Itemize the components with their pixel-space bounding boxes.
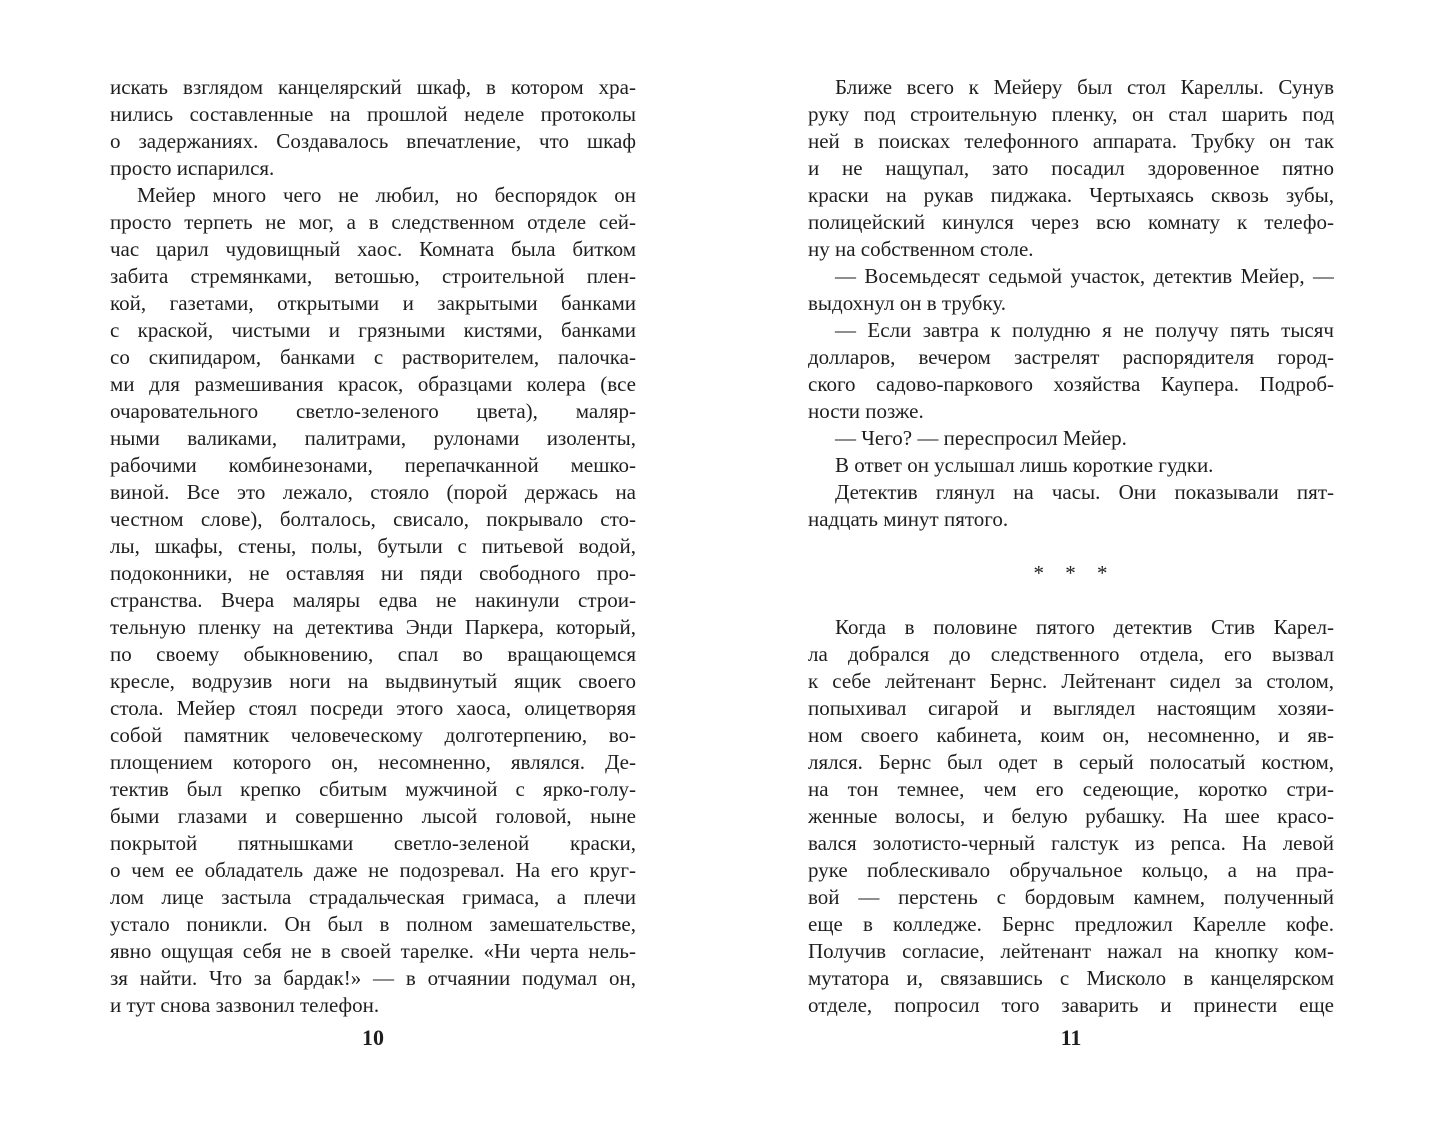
text-line: странства. Вчера маляры едва не накинули строи- <box>110 588 636 612</box>
paragraph <box>808 425 1334 452</box>
text-line: отделе, попросил того заварить и принести еще <box>808 993 1334 1017</box>
text-line: женные волосы, и белую рубашку. На шее красо- <box>808 804 1334 828</box>
text-line: покрытой пятнышками светло-зеленой краски, <box>110 831 636 855</box>
text-line: еще в колледже. Бернс предложил Карелле кофе. <box>808 912 1334 936</box>
text-line: ну на собственном столе. <box>808 237 1034 261</box>
page-right-number: 11 <box>1060 1025 1082 1050</box>
text-line: с краской, чистыми и грязными кистями, банками <box>110 318 636 342</box>
text-line: устало поникли. Он был в полном замешательстве, <box>110 912 636 936</box>
text-line: по своему обыкновению, спал во вращающемся <box>110 642 636 666</box>
text-line: тельную пленку на детектива Энди Паркера, который, <box>110 615 636 639</box>
text-line: надцать минут пятого. <box>808 507 1009 531</box>
text-line: ном своего кабинета, коим он, несомненно, и яв- <box>808 723 1334 747</box>
text-line: — Если завтра к полудню я не получу пять тысяч <box>835 318 1334 342</box>
text-line: — Чего? — переспросил Мейер. <box>835 426 1127 450</box>
text-line: Получив согласие, лейтенант нажал на кнопку ком- <box>808 939 1334 963</box>
text-line: краски на рукав пиджака. Чертыхаясь сквозь зубы, <box>808 183 1334 207</box>
text-line: кой, газетами, открытыми и закрытыми банками <box>110 291 636 315</box>
text-line: выдохнул он в трубку. <box>808 291 1007 315</box>
text-line: о чем ее обладатель даже не подозревал. На его круг- <box>110 858 636 882</box>
text-line: кресле, водрузив ноги на выдвинутый ящик своего <box>110 669 636 693</box>
text-line: лом лице застыла страдальческая гримаса, а плечи <box>110 885 636 909</box>
text-line: В ответ он услышал лишь короткие гудки. <box>835 453 1214 477</box>
text-line: стола. Мейер стоял посреди этого хаоса, олицетворяя <box>110 696 636 720</box>
text-line: на тон темнее, чем его седеющие, коротко стри- <box>808 777 1334 801</box>
text-line: честном слове), болталось, свисало, покрывало сто- <box>110 507 636 531</box>
text-line: быми глазами и совершенно лысой головой, ныне <box>110 804 636 828</box>
paragraph <box>808 614 1334 1019</box>
text-line: руку под строительную пленку, он стал шарить под <box>808 102 1334 126</box>
paragraph <box>808 479 1334 533</box>
text-line: ней в поисках телефонного аппарата. Трубку он так <box>808 129 1334 153</box>
paragraph <box>808 263 1334 317</box>
paragraph <box>808 452 1334 479</box>
section-separator: * * * <box>1033 561 1109 585</box>
text-line: очаровательного светло-зеленого цвета), маляр- <box>110 399 636 423</box>
text-line: долларов, вечером застрелят распорядителя город- <box>808 345 1334 369</box>
text-line: забита стремянками, ветошью, строительной плен- <box>110 264 636 288</box>
text-line: явно ощущая себя не в своей тарелке. «Ни черта нель- <box>110 939 636 963</box>
text-line: — Восемьдесят седьмой участок, детектив Мейер, — <box>835 264 1334 288</box>
text-line: лы, шкафы, стены, полы, бутыли с питьевой водой, <box>110 534 636 558</box>
page-right-text <box>808 74 1334 1019</box>
text-line: попыхивал сигарой и выглядел настоящим хозяи- <box>808 696 1334 720</box>
page-left-text <box>110 74 636 1019</box>
text-line: и не нащупал, зато посадил здоровенное пятно <box>808 156 1334 180</box>
text-line: полицейский кинулся через всю комнату к телефо- <box>808 210 1334 234</box>
text-line: со скипидаром, банками с растворителем, палочка- <box>110 345 636 369</box>
paragraph <box>808 74 1334 263</box>
text-line: ными валиками, палитрами, рулонами изоленты, <box>110 426 636 450</box>
text-line: о задержаниях. Создавалось впечатление, что шкаф <box>110 129 636 153</box>
text-line: руке поблескивало обручальное кольцо, а на пра- <box>808 858 1334 882</box>
text-line: тектив был крепко сбитым мужчиной с ярко-голу- <box>110 777 636 801</box>
page-left-number: 10 <box>362 1025 384 1050</box>
text-line: вой — перстень с бордовым камнем, полученный <box>808 885 1334 909</box>
text-line: Ближе всего к Мейеру был стол Кареллы. Сунув <box>835 75 1334 99</box>
text-line: зя найти. Что за бардак!» — в отчаянии подумал он, <box>110 966 636 990</box>
text-line: ла добрался до следственного отдела, его вызвал <box>808 642 1334 666</box>
text-line: нились составленные на прошлой неделе протоколы <box>110 102 636 126</box>
text-line: просто испарился. <box>110 156 275 180</box>
text-line: просто терпеть не мог, а в следственном отделе сей- <box>110 210 636 234</box>
text-line: ского садово-паркового хозяйства Каупера. Подроб- <box>808 372 1334 396</box>
text-line: подоконники, не оставляя ни пяди свободного про- <box>110 561 636 585</box>
paragraph <box>110 182 636 1019</box>
text-line: искать взглядом канцелярский шкаф, в котором хра- <box>110 75 636 99</box>
text-line: мутатора и, связавшись с Мисколо в канцелярском <box>808 966 1334 990</box>
text-line: площением которого он, несомненно, являлся. Де- <box>110 750 636 774</box>
page-left <box>110 74 636 1051</box>
text-line: Детектив глянул на часы. Они показывали пят- <box>835 480 1334 504</box>
text-line: рабочими комбинезонами, перепачканной мешко- <box>110 453 636 477</box>
text-line: к себе лейтенант Бернс. Лейтенант сидел за столом, <box>808 669 1334 693</box>
text-line: Когда в половине пятого детектив Стив Карел- <box>835 615 1334 639</box>
paragraph <box>110 74 636 182</box>
text-line: вался золотисто-черный галстук из репса. На левой <box>808 831 1334 855</box>
text-line: ности позже. <box>808 399 924 423</box>
paragraph <box>808 317 1334 425</box>
text-line: ми для размешивания красок, образцами колера (все <box>110 372 636 396</box>
text-line: и тут снова зазвонил телефон. <box>110 993 380 1017</box>
text-line: виной. Все это лежало, стояло (порой держась на <box>110 480 636 504</box>
page-right <box>808 74 1334 1051</box>
text-line: Мейер много чего не любил, но беспорядок он <box>137 183 636 207</box>
text-line: час царил чудовищный хаос. Комната была битком <box>110 237 636 261</box>
text-line: собой памятник человеческому долготерпению, во- <box>110 723 636 747</box>
text-line: лялся. Бернс был одет в серый полосатый костюм, <box>808 750 1334 774</box>
